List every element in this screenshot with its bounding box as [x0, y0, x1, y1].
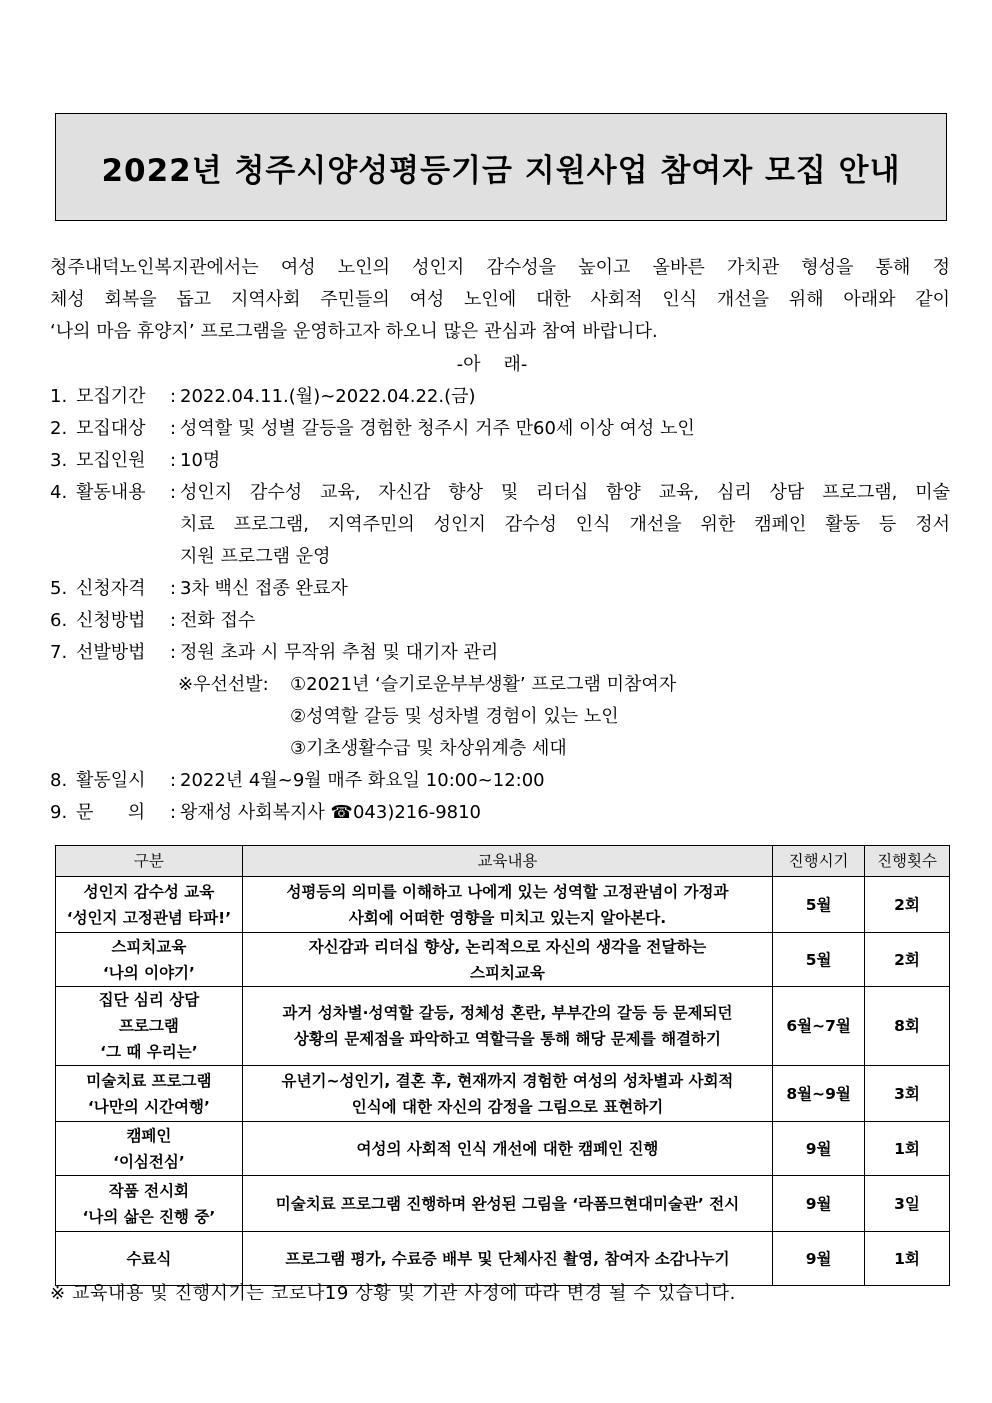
- intro-line: ‘나의 마음 휴양지’ 프로그램을 운영하고자 하오니 많은 관심과 참여 바랍니다.: [50, 321, 658, 342]
- table-row: [56, 933, 950, 987]
- item-value-line: 성인지 감수성 교육, 자신감 향상 및 리더십 함양 교육, 심리 상담 프로그램, 미술: [180, 482, 950, 503]
- category-cell: [56, 933, 243, 987]
- item-colon: :: [170, 610, 177, 631]
- item-label: 신청자격: [76, 578, 146, 599]
- list-item: [50, 797, 950, 829]
- item-number: 9.: [50, 802, 68, 823]
- column-header: 진행횟수: [865, 846, 950, 877]
- item-value: 성역할 및 성별 갈등을 경험한 청주시 거주 만60세 이상 여성 노인: [180, 418, 695, 439]
- intro-paragraph: [50, 252, 950, 348]
- item-colon: :: [170, 450, 177, 471]
- item-number: 3.: [50, 450, 68, 471]
- period-cell: 9월: [773, 1122, 865, 1176]
- item-label: 선발방법: [76, 642, 146, 663]
- item-colon: :: [170, 418, 177, 439]
- item-value: 왕재성 사회복지사 ☎043)216-9810: [180, 802, 482, 823]
- category-line: 작품 전시회: [108, 1181, 190, 1200]
- item-colon: :: [170, 482, 177, 503]
- category-cell: [56, 1122, 243, 1176]
- item-number: 8.: [50, 770, 68, 791]
- item-colon: :: [170, 802, 177, 823]
- category-cell: [56, 1066, 243, 1122]
- period-cell: 5월: [773, 933, 865, 987]
- count-cell: 1회: [865, 1122, 950, 1176]
- count-cell: 3회: [865, 1066, 950, 1122]
- content-line: 사회에 어떠한 영향을 미치고 있는지 알아본다.: [348, 908, 667, 927]
- count-cell: 8회: [865, 987, 950, 1066]
- item-colon: :: [170, 578, 177, 599]
- table-body: [56, 877, 950, 1286]
- category-line: 미술치료 프로그램: [86, 1071, 212, 1090]
- table-header-row: [56, 846, 950, 877]
- category-line: ‘나의 이야기’: [102, 963, 195, 982]
- item-number: 1.: [50, 386, 68, 407]
- item-number: 6.: [50, 610, 68, 631]
- content-cell: [242, 1176, 772, 1232]
- intro-line: 청주내덕노인복지관에서는 여성 노인의 성인지 감수성을 높이고 올바른 가치관 형성을 통해 정: [50, 257, 950, 278]
- category-line: 캠페인: [126, 1126, 172, 1145]
- item-value: 10명: [180, 450, 221, 471]
- priority-label: ※우선선발:: [178, 674, 269, 695]
- intro-line: 체성 회복을 돕고 지역사회 주민들의 여성 노인에 대한 사회적 인식 개선을 위해 아래와 같이: [50, 289, 950, 310]
- footnote: ※ 교육내용 및 진행시기는 코로나19 상황 및 기관 사정에 따라 변경 될 수 있습니다.: [50, 1283, 736, 1304]
- priority-entry: ②성역할 갈등 및 성차별 경험이 있는 노인: [290, 706, 619, 727]
- count-cell: 2회: [865, 877, 950, 933]
- category-line: 집단 심리 상담: [98, 991, 200, 1009]
- table-row: [56, 877, 950, 933]
- content-line: 과거 성차별·성역할 갈등, 정체성 혼란, 부부간의 갈등 등 문제되던: [282, 1004, 733, 1022]
- item-colon: :: [170, 770, 177, 791]
- item-colon: :: [170, 386, 177, 407]
- category-line: 스피치교육: [111, 937, 187, 956]
- item-label: 모집인원: [76, 450, 146, 471]
- item-value: 2022.04.11.(월)~2022.04.22.(금): [180, 386, 476, 407]
- list-item: [50, 573, 950, 605]
- priority-entry: ①2021년 ‘슬기로운부부생활’ 프로그램 미참여자: [290, 674, 677, 695]
- item-number: 7.: [50, 642, 68, 663]
- item-value-line: 지원 프로그램 운영: [180, 546, 331, 567]
- content-cell: [242, 987, 772, 1066]
- period-cell: 5월: [773, 877, 865, 933]
- column-header: 교육내용: [242, 846, 772, 877]
- list-item: [50, 445, 950, 477]
- item-value: [180, 477, 950, 573]
- priority-line: [50, 733, 950, 765]
- program-table: [55, 845, 950, 1286]
- content-cell: [242, 1066, 772, 1122]
- item-label: 문 의: [76, 802, 146, 823]
- item-number: 5.: [50, 578, 68, 599]
- count-cell: 1회: [865, 1232, 950, 1286]
- content-line: 성평등의 의미를 이해하고 나에게 있는 성역할 고정관념이 가정과: [286, 882, 729, 901]
- item-number: 2.: [50, 418, 68, 439]
- content-line: 상황의 문제점을 파악하고 역할극을 통해 해당 문제를 해결하기: [293, 1030, 721, 1048]
- list-item: [50, 477, 950, 573]
- table-row: [56, 1122, 950, 1176]
- item-value: 정원 초과 시 무작위 추첨 및 대기자 관리: [180, 642, 499, 663]
- item-value: 3차 백신 접종 완료자: [180, 578, 348, 599]
- item-colon: :: [170, 642, 177, 663]
- table-row: [56, 1066, 950, 1122]
- category-line: ‘이심전심’: [113, 1152, 185, 1171]
- content-line: 인식에 대한 자신의 감정을 그림으로 표현하기: [351, 1097, 664, 1116]
- period-cell: 9월: [773, 1232, 865, 1286]
- count-cell: 3일: [865, 1176, 950, 1232]
- item-label: 모집대상: [76, 418, 146, 439]
- content-line: 여성의 사회적 인식 개선에 대한 캠페인 진행: [356, 1139, 659, 1158]
- section-heading: [0, 349, 992, 381]
- category-line: ‘그 때 우리는’: [100, 1043, 198, 1061]
- item-label: 활동내용: [76, 482, 146, 503]
- content-line: 프로그램 평가, 수료증 배부 및 단체사진 촬영, 참여자 소감나누기: [285, 1249, 730, 1268]
- priority-line: [50, 669, 950, 701]
- table-row: [56, 1176, 950, 1232]
- section-heading-text: -아 래-: [456, 354, 528, 375]
- table-row: [56, 987, 950, 1066]
- document-title: 2022년 청주시양성평등기금 지원사업 참여자 모집 안내: [101, 152, 901, 189]
- category-line: 성인지 감수성 교육: [83, 882, 215, 901]
- content-line: 유년기~성인기, 결혼 후, 현재까지 경험한 여성의 성차별과 사회적: [281, 1071, 734, 1090]
- item-value-line: 치료 프로그램, 지역주민의 성인지 감수성 인식 개선을 위한 캠페인 활동 등 정서: [180, 514, 950, 535]
- category-line: ‘나의 삶은 진행 중’: [82, 1207, 216, 1226]
- title-box: [55, 113, 947, 221]
- category-line: ‘성인지 고정관념 타파!’: [66, 908, 232, 927]
- category-cell: [56, 877, 243, 933]
- column-header: 진행시기: [773, 846, 865, 877]
- priority-line: [50, 701, 950, 733]
- item-value: 2022년 4월~9월 매주 화요일 10:00~12:00: [180, 770, 545, 791]
- priority-entry: ③기초생활수급 및 차상위계층 세대: [290, 738, 567, 759]
- item-label: 모집기간: [76, 386, 146, 407]
- list-item: [50, 765, 950, 797]
- content-cell: [242, 933, 772, 987]
- category-line: 수료식: [126, 1249, 172, 1268]
- item-number: 4.: [50, 482, 68, 503]
- period-cell: 8월~9월: [773, 1066, 865, 1122]
- item-label: 활동일시: [76, 770, 146, 791]
- list-item: [50, 413, 950, 445]
- category-cell: [56, 1176, 243, 1232]
- content-cell: [242, 1122, 772, 1176]
- category-line: ‘나만의 시간여행’: [87, 1097, 210, 1116]
- item-value: 전화 접수: [180, 610, 256, 631]
- content-line: 자신감과 리더십 향상, 논리적으로 자신의 생각을 전달하는: [308, 937, 707, 956]
- content-cell: [242, 877, 772, 933]
- content-line: 미술치료 프로그램 진행하며 완성된 그림을 ‘라폼므현대미술관’ 전시: [275, 1194, 740, 1213]
- list-item: [50, 381, 950, 413]
- count-cell: 2회: [865, 933, 950, 987]
- category-line: 프로그램: [118, 1017, 179, 1035]
- period-cell: 6월~7월: [773, 987, 865, 1066]
- content-line: 스피치교육: [470, 963, 545, 982]
- column-header: 구분: [56, 846, 243, 877]
- item-label: 신청방법: [76, 610, 146, 631]
- list-item: [50, 637, 950, 669]
- period-cell: 9월: [773, 1176, 865, 1232]
- list-item: [50, 605, 950, 637]
- category-cell: [56, 987, 243, 1066]
- info-list: [50, 381, 950, 829]
